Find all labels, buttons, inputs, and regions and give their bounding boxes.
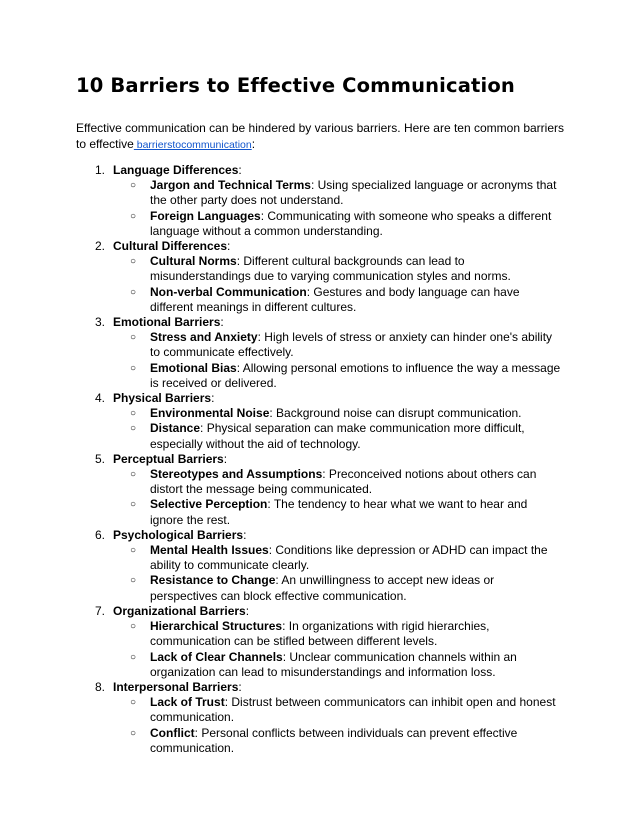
item-description: : Conditions like depression or ADHD can impact the ability to communicate clearly.: [150, 543, 548, 573]
item-term: Conflict: [150, 725, 195, 740]
circle-bullet-icon: ○: [130, 575, 137, 587]
item-description: : Background noise can disrupt communication.: [269, 406, 522, 421]
section-heading: Emotional Barriers: [113, 315, 221, 330]
section-number: 2.: [95, 239, 106, 254]
section-heading: Psychological Barriers: [113, 527, 244, 542]
section-number: 6.: [95, 527, 106, 542]
barrier-list: [76, 163, 576, 756]
item-description: : Distrust between communicators can inhibit open and honest communication.: [150, 695, 556, 725]
list-item: [113, 421, 563, 451]
barrier-section: [76, 604, 576, 680]
section-heading: Perceptual Barriers: [113, 451, 224, 466]
item-term: Selective Perception: [150, 497, 268, 512]
sub-list: [113, 178, 576, 239]
section-number: 8.: [95, 679, 106, 694]
barrier-section: [76, 680, 576, 756]
list-item: [113, 726, 563, 756]
section-heading-colon: :: [220, 315, 224, 330]
intro-link[interactable]: barrierstocommunication: [133, 139, 252, 151]
sub-list: [113, 254, 576, 315]
section-number: 5.: [95, 451, 106, 466]
intro-colon: :: [251, 137, 256, 151]
section-number: 4.: [95, 391, 106, 406]
item-description: : In organizations with rigid hierarchies, communication can be stifled between different levels.: [150, 619, 490, 649]
list-item: [113, 543, 563, 573]
intro-paragraph: [76, 120, 566, 153]
item-description: : Personal conflicts between individuals can prevent effective communication.: [150, 725, 518, 755]
circle-bullet-icon: ○: [130, 423, 137, 435]
circle-bullet-icon: ○: [130, 545, 137, 557]
item-description: : Gestures and body language can have different meanings in different cultures.: [150, 284, 520, 314]
item-term: Environmental Noise: [150, 406, 270, 421]
item-term: Mental Health Issues: [150, 543, 269, 558]
list-item: [113, 285, 563, 315]
section-heading-colon: :: [245, 603, 250, 618]
barrier-section: [76, 163, 576, 239]
item-term: Jargon and Technical Terms: [150, 178, 311, 193]
circle-bullet-icon: ○: [130, 286, 137, 298]
section-number: 7.: [95, 603, 106, 618]
section-heading: Interpersonal Barriers: [113, 679, 239, 694]
item-term: Foreign Languages: [150, 208, 261, 223]
section-heading: Physical Barriers: [113, 391, 212, 406]
item-term: Cultural Norms: [150, 254, 237, 269]
list-item: [113, 361, 563, 391]
section-heading-colon: :: [238, 679, 242, 694]
item-term: Distance: [150, 421, 201, 436]
document-page: [76, 74, 576, 756]
list-item: [113, 178, 563, 208]
barrier-section: [76, 391, 576, 452]
item-description: : Preconceived notions about others can distort the message being communicated.: [150, 467, 537, 497]
item-description: : The tendency to hear what we want to hear and ignore the rest.: [150, 497, 528, 527]
barrier-section: [76, 315, 576, 391]
circle-bullet-icon: ○: [130, 210, 137, 222]
list-item: [113, 497, 563, 527]
circle-bullet-icon: ○: [130, 469, 137, 481]
circle-bullet-icon: ○: [130, 499, 137, 511]
list-item: [113, 254, 563, 284]
item-term: Resistance to Change: [150, 573, 276, 588]
item-description: : An unwillingness to accept new ideas or perspectives can block effective communication.: [150, 573, 495, 603]
list-item: [113, 619, 563, 649]
section-heading-colon: :: [227, 239, 231, 254]
item-term: Lack of Trust: [150, 695, 225, 710]
item-term: Non-verbal Communication: [150, 284, 307, 299]
item-term: Emotional Bias: [150, 360, 237, 375]
barrier-section: [76, 239, 576, 315]
circle-bullet-icon: ○: [130, 651, 137, 663]
circle-bullet-icon: ○: [130, 332, 137, 344]
item-term: Hierarchical Structures: [150, 619, 283, 634]
item-description: : Physical separation can make communication more difficult, especially without the aid of technology.: [150, 421, 525, 451]
item-description: : High levels of stress or anxiety can hinder one's ability to communicate effectively.: [150, 330, 553, 360]
circle-bullet-icon: ○: [130, 727, 137, 739]
barrier-section: [76, 528, 576, 604]
section-heading: Organizational Barriers: [113, 603, 246, 618]
list-item: [113, 209, 563, 239]
list-item: [113, 650, 563, 680]
item-term: Lack of Clear Channels: [150, 649, 283, 664]
section-heading: Cultural Differences: [113, 239, 228, 254]
section-heading: Language Differences: [113, 163, 239, 177]
circle-bullet-icon: ○: [130, 362, 137, 374]
item-description: : Using specialized language or acronyms that the other party does not understand.: [150, 178, 557, 208]
circle-bullet-icon: ○: [130, 697, 137, 709]
list-item: [113, 330, 563, 360]
section-heading-colon: :: [223, 451, 228, 466]
list-item: [113, 406, 563, 421]
sub-list: [113, 406, 576, 452]
list-item: [113, 467, 563, 497]
item-description: : Allowing personal emotions to influence the way a message is received or delivered.: [150, 360, 561, 390]
list-item: [113, 695, 563, 725]
section-number: 3.: [95, 315, 106, 330]
item-term: Stress and Anxiety: [150, 330, 258, 345]
circle-bullet-icon: ○: [130, 621, 137, 633]
circle-bullet-icon: ○: [130, 180, 137, 192]
section-number: 1.: [95, 163, 106, 177]
page-title: 10 Barriers to Effective Communication: [76, 74, 515, 97]
section-heading-colon: :: [211, 391, 215, 406]
section-heading-colon: :: [243, 527, 247, 542]
sub-list: [113, 695, 576, 756]
sub-list: [113, 619, 576, 680]
circle-bullet-icon: ○: [130, 256, 137, 268]
item-description: : Unclear communication channels within an organization can lead to misunderstandings and information loss.: [150, 649, 517, 679]
section-heading-colon: :: [238, 163, 242, 177]
circle-bullet-icon: ○: [130, 408, 137, 420]
item-description: : Communicating with someone who speaks a different language without a common understanding.: [150, 208, 552, 238]
sub-list: [113, 330, 576, 391]
sub-list: [113, 543, 576, 604]
item-description: : Different cultural backgrounds can lead to misunderstandings due to varying communication styles and norms.: [150, 254, 511, 284]
intro-text: Effective communication can be hindered by various barriers. Here are ten common barriers to effective: [76, 121, 565, 151]
barrier-section: [76, 452, 576, 528]
list-item: [113, 573, 563, 603]
sub-list: [113, 467, 576, 528]
item-term: Stereotypes and Assumptions: [150, 467, 323, 482]
